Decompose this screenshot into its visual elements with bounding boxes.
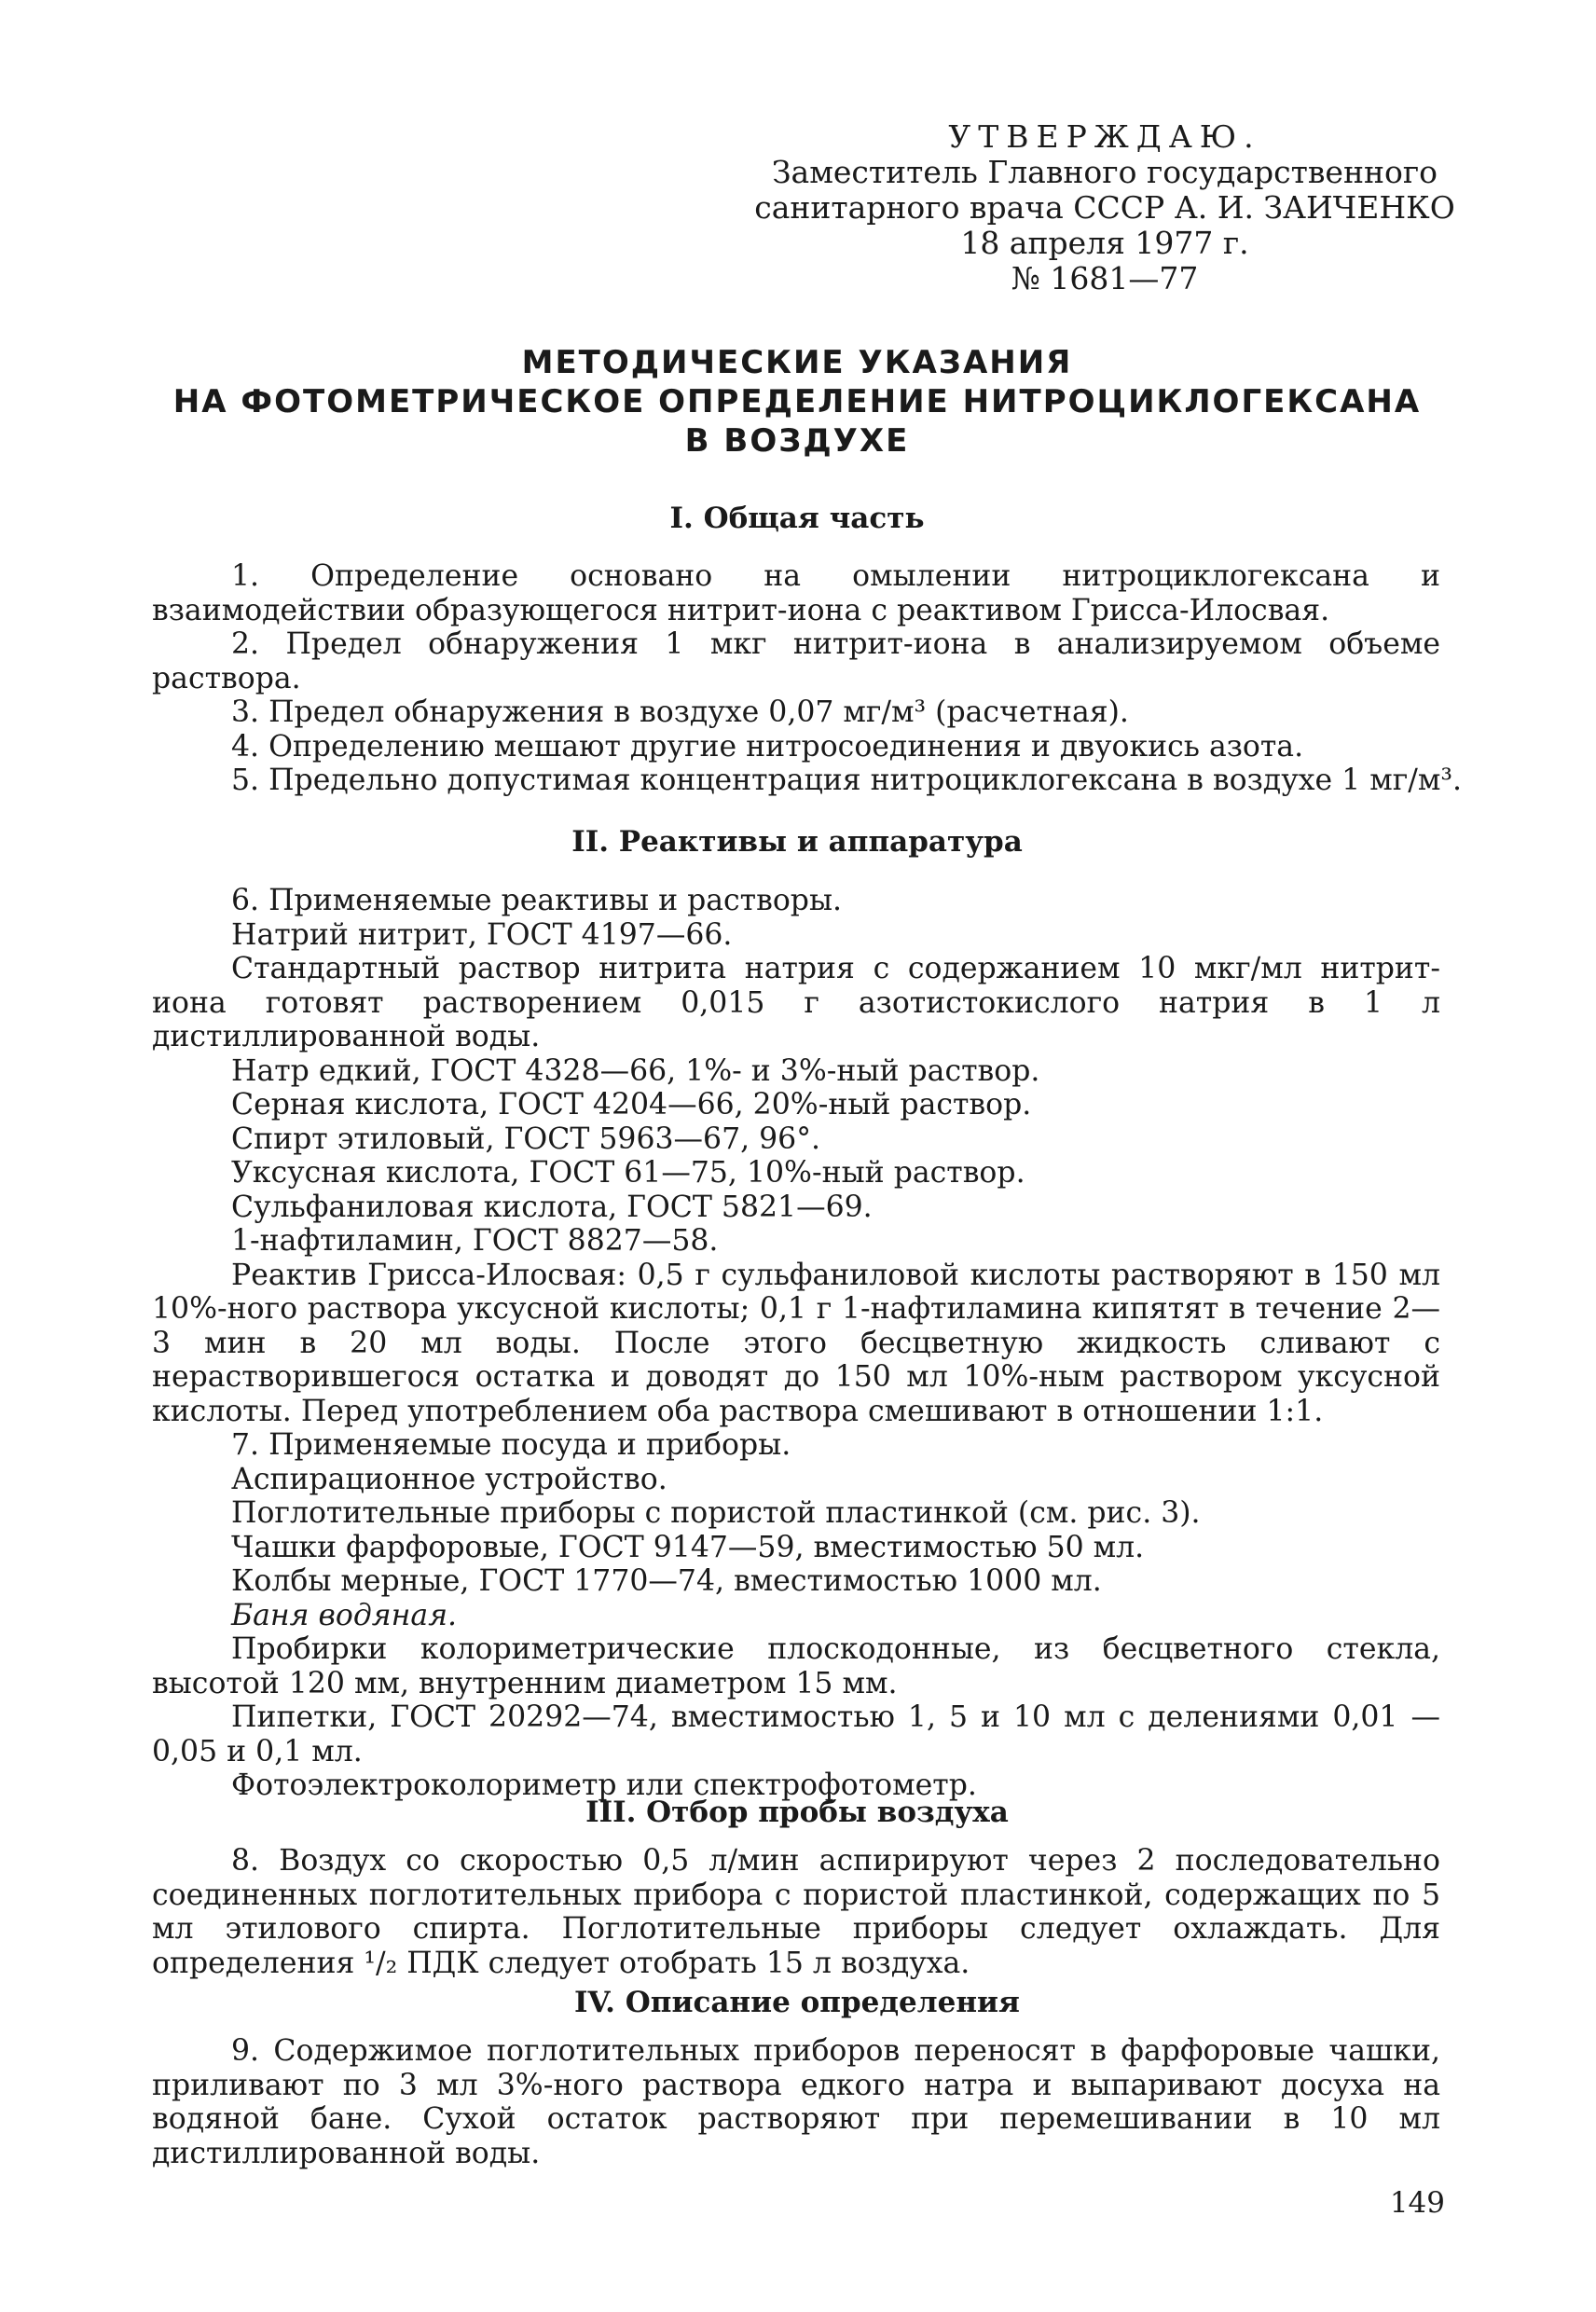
apparatus-item: Баня водяная. [231, 1598, 458, 1632]
reagent-item: Уксусная кислота, ГОСТ 61—75, 10%-ный раствор. [231, 1156, 1025, 1190]
section-heading-general: I. Общая часть [669, 502, 925, 535]
section-procedure-body [152, 2034, 1440, 2170]
document-title-line: НА ФОТОМЕТРИЧЕСКОЕ ОПРЕДЕЛЕНИЕ НИТРОЦИКЛОГЕКСАНА [172, 383, 1422, 420]
reagent-item: Серная кислота, ГОСТ 4204—66, 20%-ный раствор. [231, 1088, 1032, 1122]
paragraph-5: 5. Предельно допустимая концентрация нитроциклогексана в воздухе 1 мг/м³. [231, 764, 1462, 797]
section-heading-reagents: II. Реактивы и аппаратура [571, 825, 1023, 859]
approval-position: Заместитель Главного государственного [772, 154, 1438, 190]
section-reagents-body [152, 884, 1440, 1803]
paragraph-6: 6. Применяемые реактивы и растворы. [231, 884, 843, 917]
approval-number: № 1681—77 [1011, 260, 1199, 296]
page-number: 149 [1389, 2186, 1445, 2220]
paragraph-1: 1. Определение основано на омылении нитроциклогексана и взаимодействии образующегося нитрит-иона с реактивом Грисса-Илосвая. [152, 559, 1440, 627]
document-title [149, 343, 1445, 461]
reagent-item: Стандартный раствор нитрита натрия с содержанием 10 мкг/мл нитрит-иона готовят растворением 0,015 г азотистокислого натрия в 1 л дистиллированной воды. [152, 952, 1440, 1053]
paragraph-8: 8. Воздух со скоростью 0,5 л/мин аспирируют через 2 последовательно соединенных поглотительных прибора с пористой пластинкой, содержащих по 5 мл этилового спирта. Поглотительные приборы следует охлаждать. Для определения ¹/₂ ПДК следует отобрать 15 л воздуха. [152, 1844, 1440, 1980]
approval-block [750, 119, 1459, 296]
reagent-item: 1-нафтиламин, ГОСТ 8827—58. [231, 1224, 719, 1258]
document-title-line: МЕТОДИЧЕСКИЕ УКАЗАНИЯ [521, 344, 1073, 381]
section-general-body [152, 559, 1462, 798]
approval-date: 18 апреля 1977 г. [960, 225, 1249, 261]
apparatus-item: Поглотительные приборы с пористой пластинкой (см. рис. 3). [231, 1496, 1201, 1530]
document-title-line: В ВОЗДУХЕ [684, 422, 910, 460]
paragraph-9: 9. Содержимое поглотительных приборов переносят в фарфоровые чашки, приливают по 3 мл 3%-ного раствора едкого натра и выпаривают досуха на водяной бане. Сухой остаток растворяют при перемешивании в 10 мл дистиллированной воды. [152, 2034, 1440, 2170]
reagent-item: Спирт этиловый, ГОСТ 5963—67, 96°. [231, 1122, 820, 1156]
paragraph-3: 3. Предел обнаружения в воздухе 0,07 мг/м³ (расчетная). [231, 695, 1129, 729]
apparatus-item: Пипетки, ГОСТ 20292—74, вместимостью 1, 5 и 10 мл с делениями 0,01 — 0,05 и 0,1 мл. [152, 1700, 1440, 1768]
reagent-item: Сульфаниловая кислота, ГОСТ 5821—69. [231, 1190, 873, 1224]
apparatus-item: Аспирационное устройство. [231, 1462, 667, 1496]
section-heading-sampling: III. Отбор пробы воздуха [585, 1796, 1009, 1829]
approval-signatory: санитарного врача СССР А. И. ЗАИЧЕНКО [754, 189, 1455, 226]
approval-title: УТВЕРЖДАЮ. [948, 118, 1261, 155]
paragraph-7: 7. Применяемые посуда и приборы. [231, 1428, 791, 1462]
paragraph-2: 2. Предел обнаружения 1 мкг нитрит-иона в анализируемом объеме раствора. [152, 627, 1440, 695]
reagent-item: Натрий нитрит, ГОСТ 4197—66. [231, 917, 733, 952]
apparatus-item: Пробирки колориметрические плоскодонные, из бесцветного стекла, высотой 120 мм, внутренним диаметром 15 мм. [152, 1632, 1440, 1700]
section-sampling-body [152, 1844, 1440, 1980]
paragraph-4: 4. Определению мешают другие нитросоединения и двуокись азота. [231, 729, 1304, 764]
reagent-item: Натр едкий, ГОСТ 4328—66, 1%- и 3%-ный раствор. [231, 1053, 1040, 1088]
apparatus-item: Колбы мерные, ГОСТ 1770—74, вместимостью 1000 мл. [231, 1564, 1102, 1598]
apparatus-item: Чашки фарфоровые, ГОСТ 9147—59, вместимостью 50 мл. [231, 1530, 1145, 1564]
section-heading-procedure: IV. Описание определения [574, 1986, 1020, 2019]
apparatus-item: Фотоэлектроколориметр или спектрофотометр. [231, 1768, 977, 1802]
reagent-item: Реактив Грисса-Илосвая: 0,5 г сульфаниловой кислоты растворяют в 150 мл 10%-ного раствора уксусной кислоты; 0,1 г 1-нафтиламина кипятят в течение 2—3 мин в 20 мл воды. После этого бесцветную жидкость сливают с нерастворившегося остатка и доводят до 150 мл 10%-ным раствором уксусной кислоты. Перед употреблением оба раствора смешивают в отношении 1:1. [152, 1258, 1440, 1428]
